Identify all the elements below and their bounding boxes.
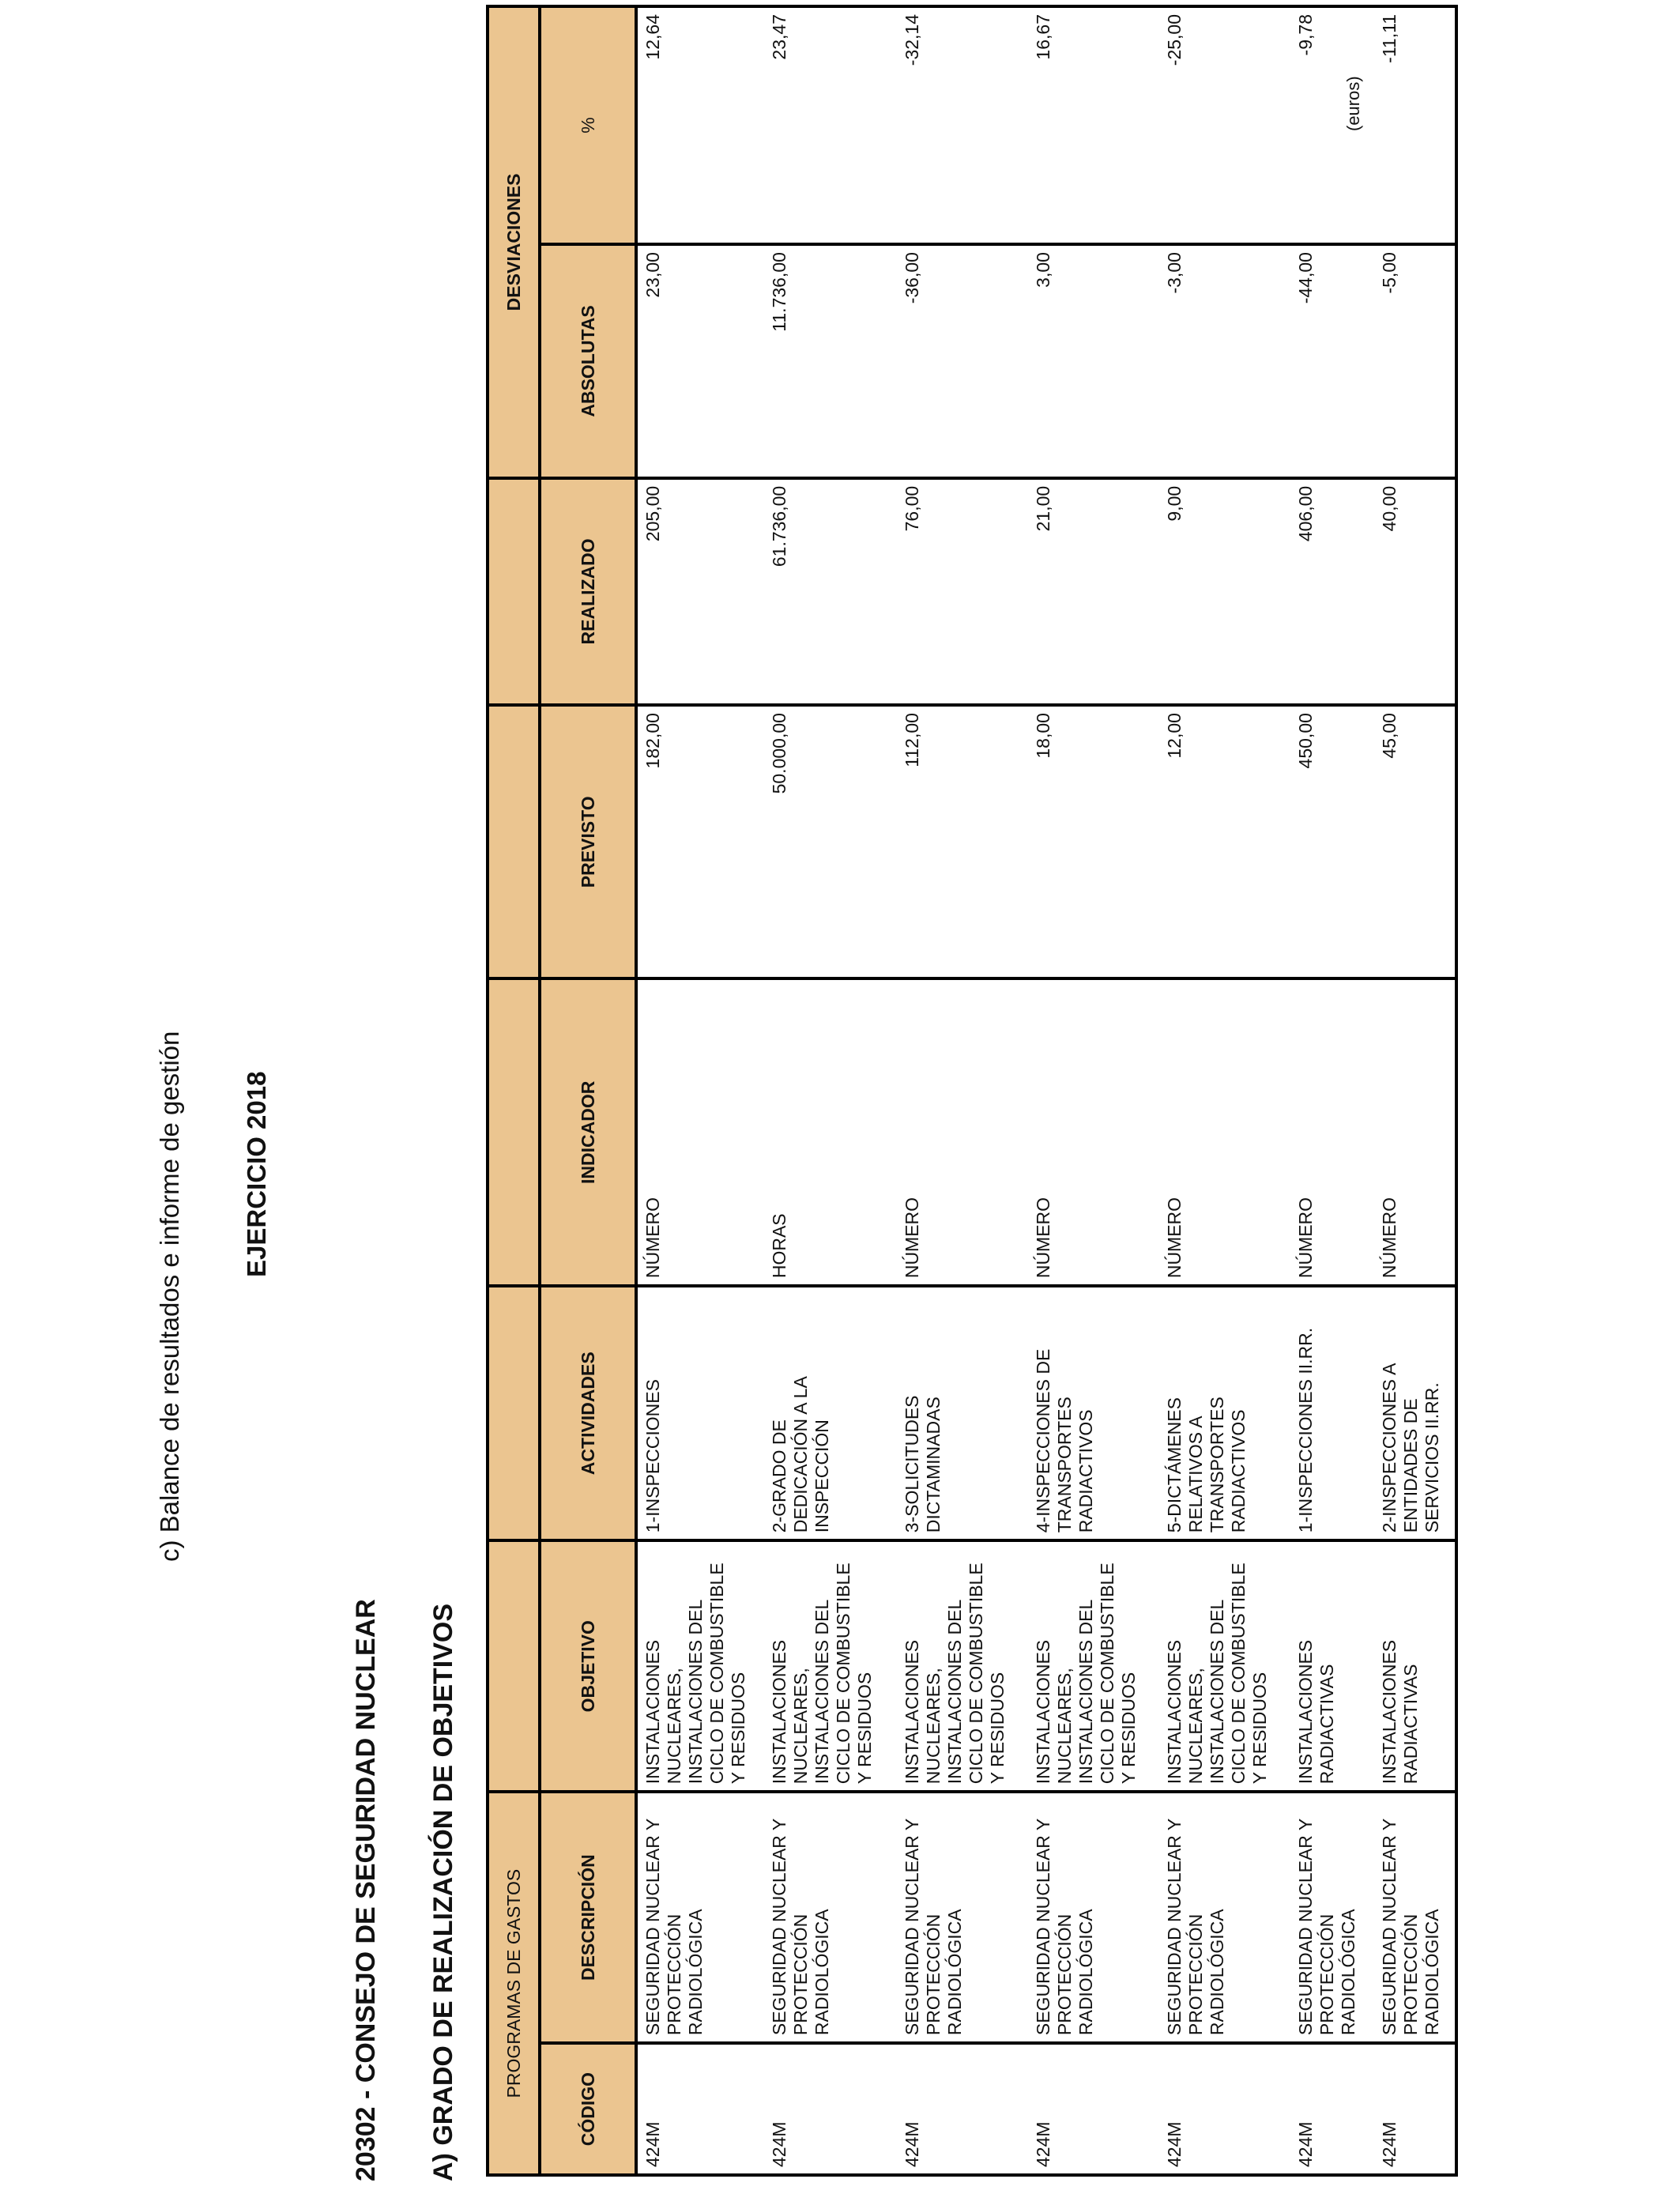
group-header-row	[488, 6, 540, 2175]
cell-codigo: 424M	[636, 2043, 764, 2175]
cell-codigo: 424M	[1290, 2043, 1374, 2175]
cell-indicador: NÚMERO	[897, 979, 1028, 1287]
exercise-year-heading: EJERCICIO 2018	[242, 1071, 271, 1277]
cell-absolutas: 3,00	[1028, 244, 1159, 478]
cell-previsto: 18,00	[1028, 705, 1159, 978]
cell-actividades: 2-INSPECCIONES A ENTIDADES DE SERVICIOS II.RR.	[1374, 1286, 1456, 1540]
cell-codigo: 424M	[1374, 2043, 1456, 2175]
cell-absolutas: -44,00	[1290, 244, 1374, 478]
cell-absolutas: -36,00	[897, 244, 1028, 478]
cell-descripcion: SEGURIDAD NUCLEAR Y PROTECCIÓN RADIOLÓGICA	[897, 1792, 1028, 2043]
section-heading: A) GRADO DE REALIZACIÓN DE OBJETIVOS	[428, 1603, 458, 2181]
cell-previsto: 450,00	[1290, 705, 1374, 978]
column-header-actividades: ACTIVIDADES	[540, 1286, 636, 1540]
cell-previsto: 112,00	[897, 705, 1028, 978]
cell-objetivo: INSTALACIONES RADIACTIVAS	[1290, 1540, 1374, 1792]
cell-realizado: 76,00	[897, 478, 1028, 705]
cell-realizado: 9,00	[1159, 478, 1290, 705]
table-row	[764, 6, 897, 2175]
cell-indicador: NÚMERO	[1159, 979, 1290, 1287]
cell-porcentaje: -32,14	[897, 6, 1028, 244]
cell-descripcion: SEGURIDAD NUCLEAR Y PROTECCIÓN RADIOLÓGICA	[1290, 1792, 1374, 2043]
column-header-descripcion: DESCRIPCIÓN	[540, 1792, 636, 2043]
cell-actividades: 5-DICTÁMENES RELATIVOS A TRANSPORTES RADIACTIVOS	[1159, 1286, 1290, 1540]
table-row	[636, 6, 764, 2175]
group-header-programas: PROGRAMAS DE GASTOS	[488, 1792, 540, 2175]
cell-descripcion: SEGURIDAD NUCLEAR Y PROTECCIÓN RADIOLÓGICA	[1159, 1792, 1290, 2043]
cell-previsto: 50.000,00	[764, 705, 897, 978]
cell-codigo: 424M	[1159, 2043, 1290, 2175]
cell-objetivo: INSTALACIONES NUCLEARES, INSTALACIONES DEL CICLO DE COMBUSTIBLE Y RESIDUOS	[897, 1540, 1028, 1792]
cell-previsto: 45,00	[1374, 705, 1456, 978]
cell-porcentaje: 16,67	[1028, 6, 1159, 244]
cell-objetivo: INSTALACIONES NUCLEARES, INSTALACIONES DEL CICLO DE COMBUSTIBLE Y RESIDUOS	[1159, 1540, 1290, 1792]
cell-objetivo: INSTALACIONES RADIACTIVAS	[1374, 1540, 1456, 1792]
cell-porcentaje: -25,00	[1159, 6, 1290, 244]
table-row	[1290, 6, 1374, 2175]
cell-codigo: 424M	[764, 2043, 897, 2175]
group-header-spacer	[488, 979, 540, 1287]
cell-indicador: NÚMERO	[1290, 979, 1374, 1287]
organization-heading: 20302 - CONSEJO DE SEGURIDAD NUCLEAR	[351, 1599, 381, 2181]
cell-porcentaje: 23,47	[764, 6, 897, 244]
table-row	[1159, 6, 1290, 2175]
cell-realizado: 205,00	[636, 478, 764, 705]
cell-descripcion: SEGURIDAD NUCLEAR Y PROTECCIÓN RADIOLÓGICA	[764, 1792, 897, 2043]
cell-objetivo: INSTALACIONES NUCLEARES, INSTALACIONES DEL CICLO DE COMBUSTIBLE Y RESIDUOS	[1028, 1540, 1159, 1792]
group-header-spacer	[488, 1540, 540, 1792]
cell-previsto: 182,00	[636, 705, 764, 978]
cell-codigo: 424M	[897, 2043, 1028, 2175]
table-row	[1374, 6, 1456, 2175]
cell-actividades: 3-SOLICITUDES DICTAMINADAS	[897, 1286, 1028, 1540]
cell-absolutas: 11.736,00	[764, 244, 897, 478]
cell-absolutas: 23,00	[636, 244, 764, 478]
cell-descripcion: SEGURIDAD NUCLEAR Y PROTECCIÓN RADIOLÓGICA	[636, 1792, 764, 2043]
cell-objetivo: INSTALACIONES NUCLEARES, INSTALACIONES DEL CICLO DE COMBUSTIBLE Y RESIDUOS	[636, 1540, 764, 1792]
cell-codigo: 424M	[1028, 2043, 1159, 2175]
cell-actividades: 1-INSPECCIONES II.RR.	[1290, 1286, 1374, 1540]
group-header-spacer	[488, 1286, 540, 1540]
column-header-previsto: PREVISTO	[540, 705, 636, 978]
column-header-objetivo: OBJETIVO	[540, 1540, 636, 1792]
group-header-desviaciones: DESVIACIONES	[488, 6, 540, 478]
cell-realizado: 40,00	[1374, 478, 1456, 705]
cell-objetivo: INSTALACIONES NUCLEARES, INSTALACIONES DEL CICLO DE COMBUSTIBLE Y RESIDUOS	[764, 1540, 897, 1792]
group-header-spacer	[488, 705, 540, 978]
cell-absolutas: -5,00	[1374, 244, 1456, 478]
table-row	[1028, 6, 1159, 2175]
cell-indicador: NÚMERO	[1028, 979, 1159, 1287]
column-header-indicador: INDICADOR	[540, 979, 636, 1287]
cell-previsto: 12,00	[1159, 705, 1290, 978]
cell-porcentaje: 12,64	[636, 6, 764, 244]
cell-actividades: 4-INSPECCIONES DE TRANSPORTES RADIACTIVOS	[1028, 1286, 1159, 1540]
column-header-absolutas: ABSOLUTAS	[540, 244, 636, 478]
cell-descripcion: SEGURIDAD NUCLEAR Y PROTECCIÓN RADIOLÓGICA	[1028, 1792, 1159, 2043]
column-header-realizado: REALIZADO	[540, 478, 636, 705]
cell-porcentaje: -9,78	[1290, 6, 1374, 244]
currency-note: (euros)	[1343, 76, 1363, 131]
objectives-table	[486, 5, 1458, 2177]
cell-descripcion: SEGURIDAD NUCLEAR Y PROTECCIÓN RADIOLÓGICA	[1374, 1792, 1456, 2043]
cell-porcentaje: -11,11	[1374, 6, 1456, 244]
cell-actividades: 2-GRADO DE DEDICACIÓN A LA INSPECCIÓN	[764, 1286, 897, 1540]
column-header-porcentaje: %	[540, 6, 636, 244]
cell-absolutas: -3,00	[1159, 244, 1290, 478]
table-row	[897, 6, 1028, 2175]
cell-indicador: NÚMERO	[636, 979, 764, 1287]
cell-realizado: 21,00	[1028, 478, 1159, 705]
document-subtitle: c) Balance de resultados e informe de gestión	[155, 1031, 184, 1562]
cell-realizado: 61.736,00	[764, 478, 897, 705]
cell-indicador: HORAS	[764, 979, 897, 1287]
cell-indicador: NÚMERO	[1374, 979, 1456, 1287]
group-header-spacer	[488, 478, 540, 705]
cell-realizado: 406,00	[1290, 478, 1374, 705]
table-body	[636, 6, 1456, 2175]
column-header-codigo: CÓDIGO	[540, 2043, 636, 2175]
column-header-row	[540, 6, 636, 2175]
cell-actividades: 1-INSPECCIONES	[636, 1286, 764, 1540]
